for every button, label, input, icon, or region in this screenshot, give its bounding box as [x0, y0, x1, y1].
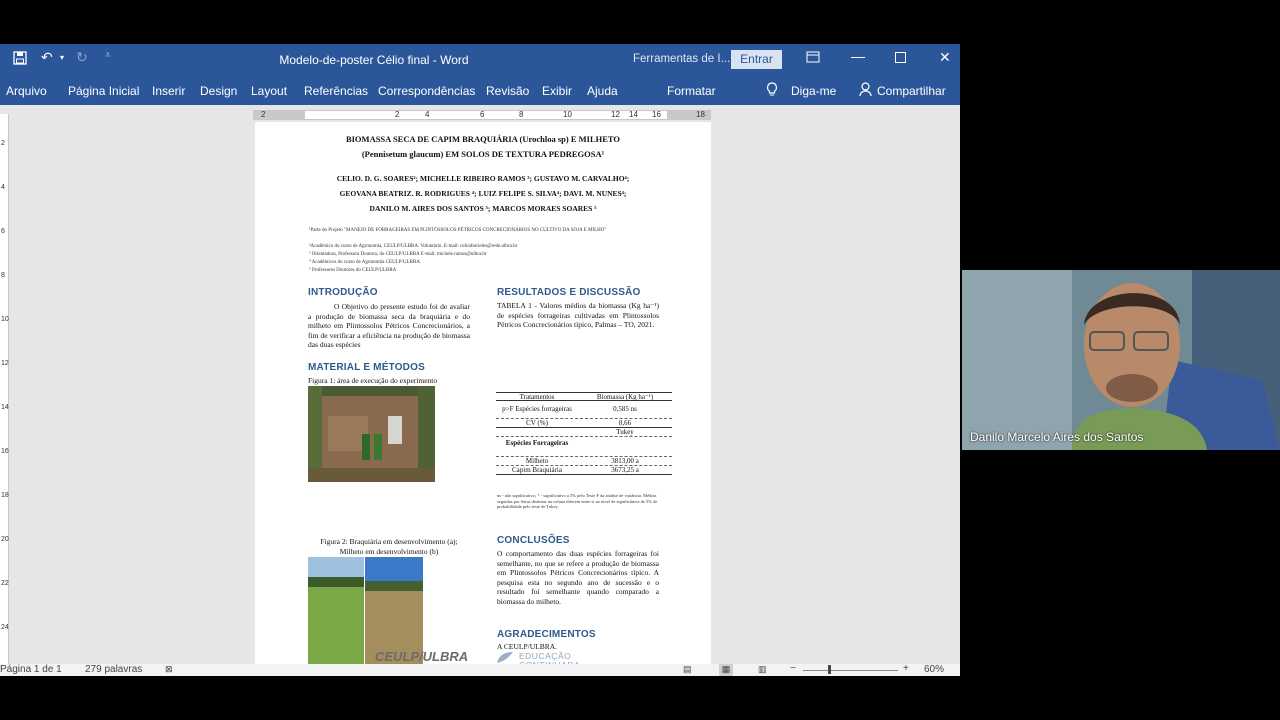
poster-title-line1: BIOMASSA SECA DE CAPIM BRAQUIÁRIA (Urochloa sp) E MILHETO	[345, 134, 621, 144]
minimize-icon[interactable]: —	[851, 48, 865, 64]
tab-referencias[interactable]: Referências	[304, 84, 369, 98]
share-button[interactable]: Compartilhar	[877, 84, 946, 98]
ruler-number: 16	[652, 110, 661, 119]
tab-design[interactable]: Design	[200, 84, 238, 98]
footnote: ⁵ Professores Doutores do CEULP/ULBRA	[309, 268, 397, 273]
ruler-number: 14	[1, 404, 9, 411]
print-layout-icon[interactable]: ▦	[719, 664, 733, 676]
table-cell: Milheto	[525, 457, 549, 465]
footnote: ²Acadêmico do curso de Agronomia, CEULP/ULBRA. Voluntário. E-mail: celiodiorieles@rede.ulbra.br	[309, 244, 518, 249]
zoom-slider-thumb[interactable]	[828, 665, 831, 674]
tell-me-input[interactable]: Diga-me	[791, 84, 837, 98]
page-count[interactable]: Página 1 de 1	[0, 664, 62, 675]
ruler-number: 18	[696, 110, 705, 119]
tab-layout[interactable]: Layout	[251, 84, 288, 98]
status-bar	[0, 664, 960, 676]
leaf-icon	[495, 651, 515, 664]
results-heading: RESULTADOS E DISCUSSÃO	[497, 287, 641, 298]
poster-authors: DANILO M. AIRES DOS SANTOS ⁵; MARCOS MORAES SOARES ⁵	[369, 204, 597, 213]
table-cell: 8,66	[618, 419, 632, 427]
zoom-in-icon[interactable]: +	[903, 663, 909, 674]
ribbon-tabs	[0, 76, 960, 105]
poster-title-line2: (Pennisetum glaucum) EM SOLOS DE TEXTURA PEDREGOSA¹	[361, 149, 605, 159]
poster-authors: GEOVANA BEATRIZ. R. RODRIGUES ⁴; LUIZ FELIPE S. SILVA⁴; DAVI. M. NUNES⁴;	[339, 189, 627, 198]
table-row	[496, 457, 672, 466]
table-header-cell: Tratamentos	[519, 393, 555, 401]
ruler-number: 4	[425, 110, 430, 119]
results-table	[496, 392, 672, 475]
ruler-number: 6	[1, 228, 5, 235]
tab-formatar[interactable]: Formatar	[667, 84, 716, 98]
tab-arquivo[interactable]: Arquivo	[6, 84, 47, 98]
tab-correspondencias[interactable]: Correspondências	[378, 84, 476, 98]
acknowledgements-heading: AGRADECIMENTOS	[497, 629, 596, 640]
acknowledgements-text: A CEULP/ULBRA.	[497, 642, 558, 651]
figure1-caption: Figura 1: área de execução do experimento	[308, 376, 438, 385]
ruler-number: 2	[261, 110, 266, 119]
tab-revisao[interactable]: Revisão	[486, 84, 530, 98]
ruler-number: 12	[611, 110, 620, 119]
conclusions-text: O comportamento das duas espécies forrageiras foi semelhante, no que se refere a produção de biomassa em Plintossolos Pétricos Concrecionários típico. A pesquisa esta no segundo ano de sucessão e o resultado foi semelhante quando comparado a biomassa do milheto.	[497, 549, 659, 606]
table-note: ns - não significativo; * - significativo a 5% pelo Teste F da análise de variância. Médias seguidas por letras distintas na coluna diferem entre si ao nível de significância de 5% de probabilidade pelo teste de Tukey.	[497, 493, 658, 509]
ruler-number: 20	[1, 536, 9, 543]
ruler-number: 6	[480, 110, 485, 119]
ruler-number: 22	[1, 580, 9, 587]
ribbon-display-icon[interactable]	[806, 50, 820, 66]
logo-text: EDUCAÇÃO	[519, 651, 572, 661]
sign-in-button[interactable]: Entrar	[731, 50, 782, 69]
methods-heading: MATERIAL E MÉTODOS	[308, 362, 425, 373]
customize-toolbar-icon[interactable]: ⩡	[105, 50, 111, 61]
participant-name: Danilo Marcelo Aires dos Santos	[970, 430, 1144, 444]
table-row	[496, 428, 672, 437]
footnote: ³ Orientadora, Professora Doutora, do CEULP/ULBRA E-mail: michele.ramos@ulbra.br	[309, 252, 487, 257]
ruler-number: 24	[1, 624, 9, 631]
table-cell: CV (%)	[526, 419, 548, 427]
word-count[interactable]: 279 palavras	[85, 664, 143, 675]
table-header	[496, 392, 672, 401]
undo-dropdown-icon[interactable]: ▾	[60, 53, 65, 62]
contextual-tools-label: Ferramentas de I...	[633, 53, 731, 65]
ruler-number: 8	[1, 272, 5, 279]
tab-pagina-inicial[interactable]: Página Inicial	[68, 84, 140, 98]
intro-heading: INTRODUÇÃO	[308, 287, 378, 298]
table-row	[496, 437, 672, 457]
horizontal-ruler[interactable]	[253, 110, 711, 120]
table-cell: Espécies Forrageiras	[505, 439, 569, 447]
ruler-number: 10	[563, 110, 572, 119]
table-cell: 3673,25 a	[611, 466, 639, 474]
proofing-icon[interactable]: ⊠	[165, 664, 173, 674]
table-row	[496, 466, 672, 475]
ruler-number: 2	[1, 140, 5, 147]
table-row	[496, 419, 672, 428]
vertical-ruler[interactable]	[0, 114, 9, 666]
document-page[interactable]	[255, 122, 711, 664]
figure1-aerial-photo	[308, 386, 435, 482]
read-mode-icon[interactable]: ▤	[683, 664, 692, 674]
ruler-number: 16	[1, 448, 9, 455]
table-row	[496, 401, 672, 419]
ruler-number: 12	[1, 360, 9, 367]
table-caption: TABELA 1 - Valores médios da biomassa (Kg ha⁻¹) de espécies forrageiras cultivadas em Plintossolos Pétricos Concrecionários típico, Palmas – TO, 2021.	[497, 301, 659, 329]
poster-authors: CELIO. D. G. SOARES²; MICHELLE RIBEIRO RAMOS ³; GUSTAVO M. CARVALHO⁴;	[336, 174, 630, 183]
webcam-tile	[962, 270, 1280, 450]
zoom-slider[interactable]	[803, 670, 898, 671]
zoom-out-icon[interactable]: −	[790, 663, 796, 674]
ruler-number: 14	[629, 110, 638, 119]
tab-ajuda[interactable]: Ajuda	[587, 84, 618, 98]
figure2a-braquiaria-photo	[308, 557, 364, 665]
tab-exibir[interactable]: Exibir	[542, 84, 573, 98]
table-cell: 3813,00 a	[611, 457, 639, 465]
footnote: ¹Parte do Projeto "MANEJO DE FORRAGEIRAS EM PLINTOSSOLOS PÉTRICOS CONCRECIONÁRIOS NO CULTIVO DA SOJA E MILHO"	[309, 228, 607, 233]
undo-icon[interactable]: ↶	[41, 49, 53, 65]
ruler-number: 8	[519, 110, 524, 119]
zoom-level[interactable]: 60%	[924, 664, 945, 675]
word-window	[0, 44, 960, 676]
ruler-number: 10	[1, 316, 9, 323]
conclusions-heading: CONCLUSÕES	[497, 535, 570, 546]
person-icon	[859, 82, 872, 100]
web-layout-icon[interactable]: ▥	[758, 664, 767, 674]
maximize-icon[interactable]	[895, 50, 906, 66]
table-header-cell: Biomassa (Kg ha⁻¹)	[596, 393, 654, 401]
table-cell: Capim Braquiária	[512, 466, 562, 474]
figure2-caption: Figura 2: Braquiária em desenvolvimento (a); Milheto em desenvolvimento (b)	[320, 537, 458, 556]
table-cell: 0,585 ns	[613, 405, 637, 413]
title-bar	[0, 44, 960, 76]
ruler-number: 4	[1, 184, 5, 191]
ruler-number: 2	[395, 110, 400, 119]
document-title: Modelo-de-poster Célio final - Word	[279, 53, 469, 67]
table-cell: p>F Espécies forrageiras	[502, 405, 572, 413]
webcam-video	[962, 270, 1280, 450]
ruler-number: 18	[1, 492, 9, 499]
tab-inserir[interactable]: Inserir	[152, 84, 186, 98]
lightbulb-icon	[766, 82, 778, 100]
footnote: ⁴ Acadêmicos do curso de Agronomia CEULP/ULBRA.	[309, 260, 422, 265]
table-cell: Tukey	[616, 428, 634, 436]
close-icon[interactable]: ✕	[939, 49, 951, 65]
logo-text: CEULP/ULBRA	[375, 649, 469, 664]
intro-text: O Objetivo do presente estudo foi de avaliar a produção de biomassa seca da braquiária e do milheto em Plintossolos Pétricos Concrecionários, a fim de verificar a eficiência na produção de biomassa das duas espécies	[308, 302, 470, 349]
redo-icon: ↻	[76, 49, 88, 65]
